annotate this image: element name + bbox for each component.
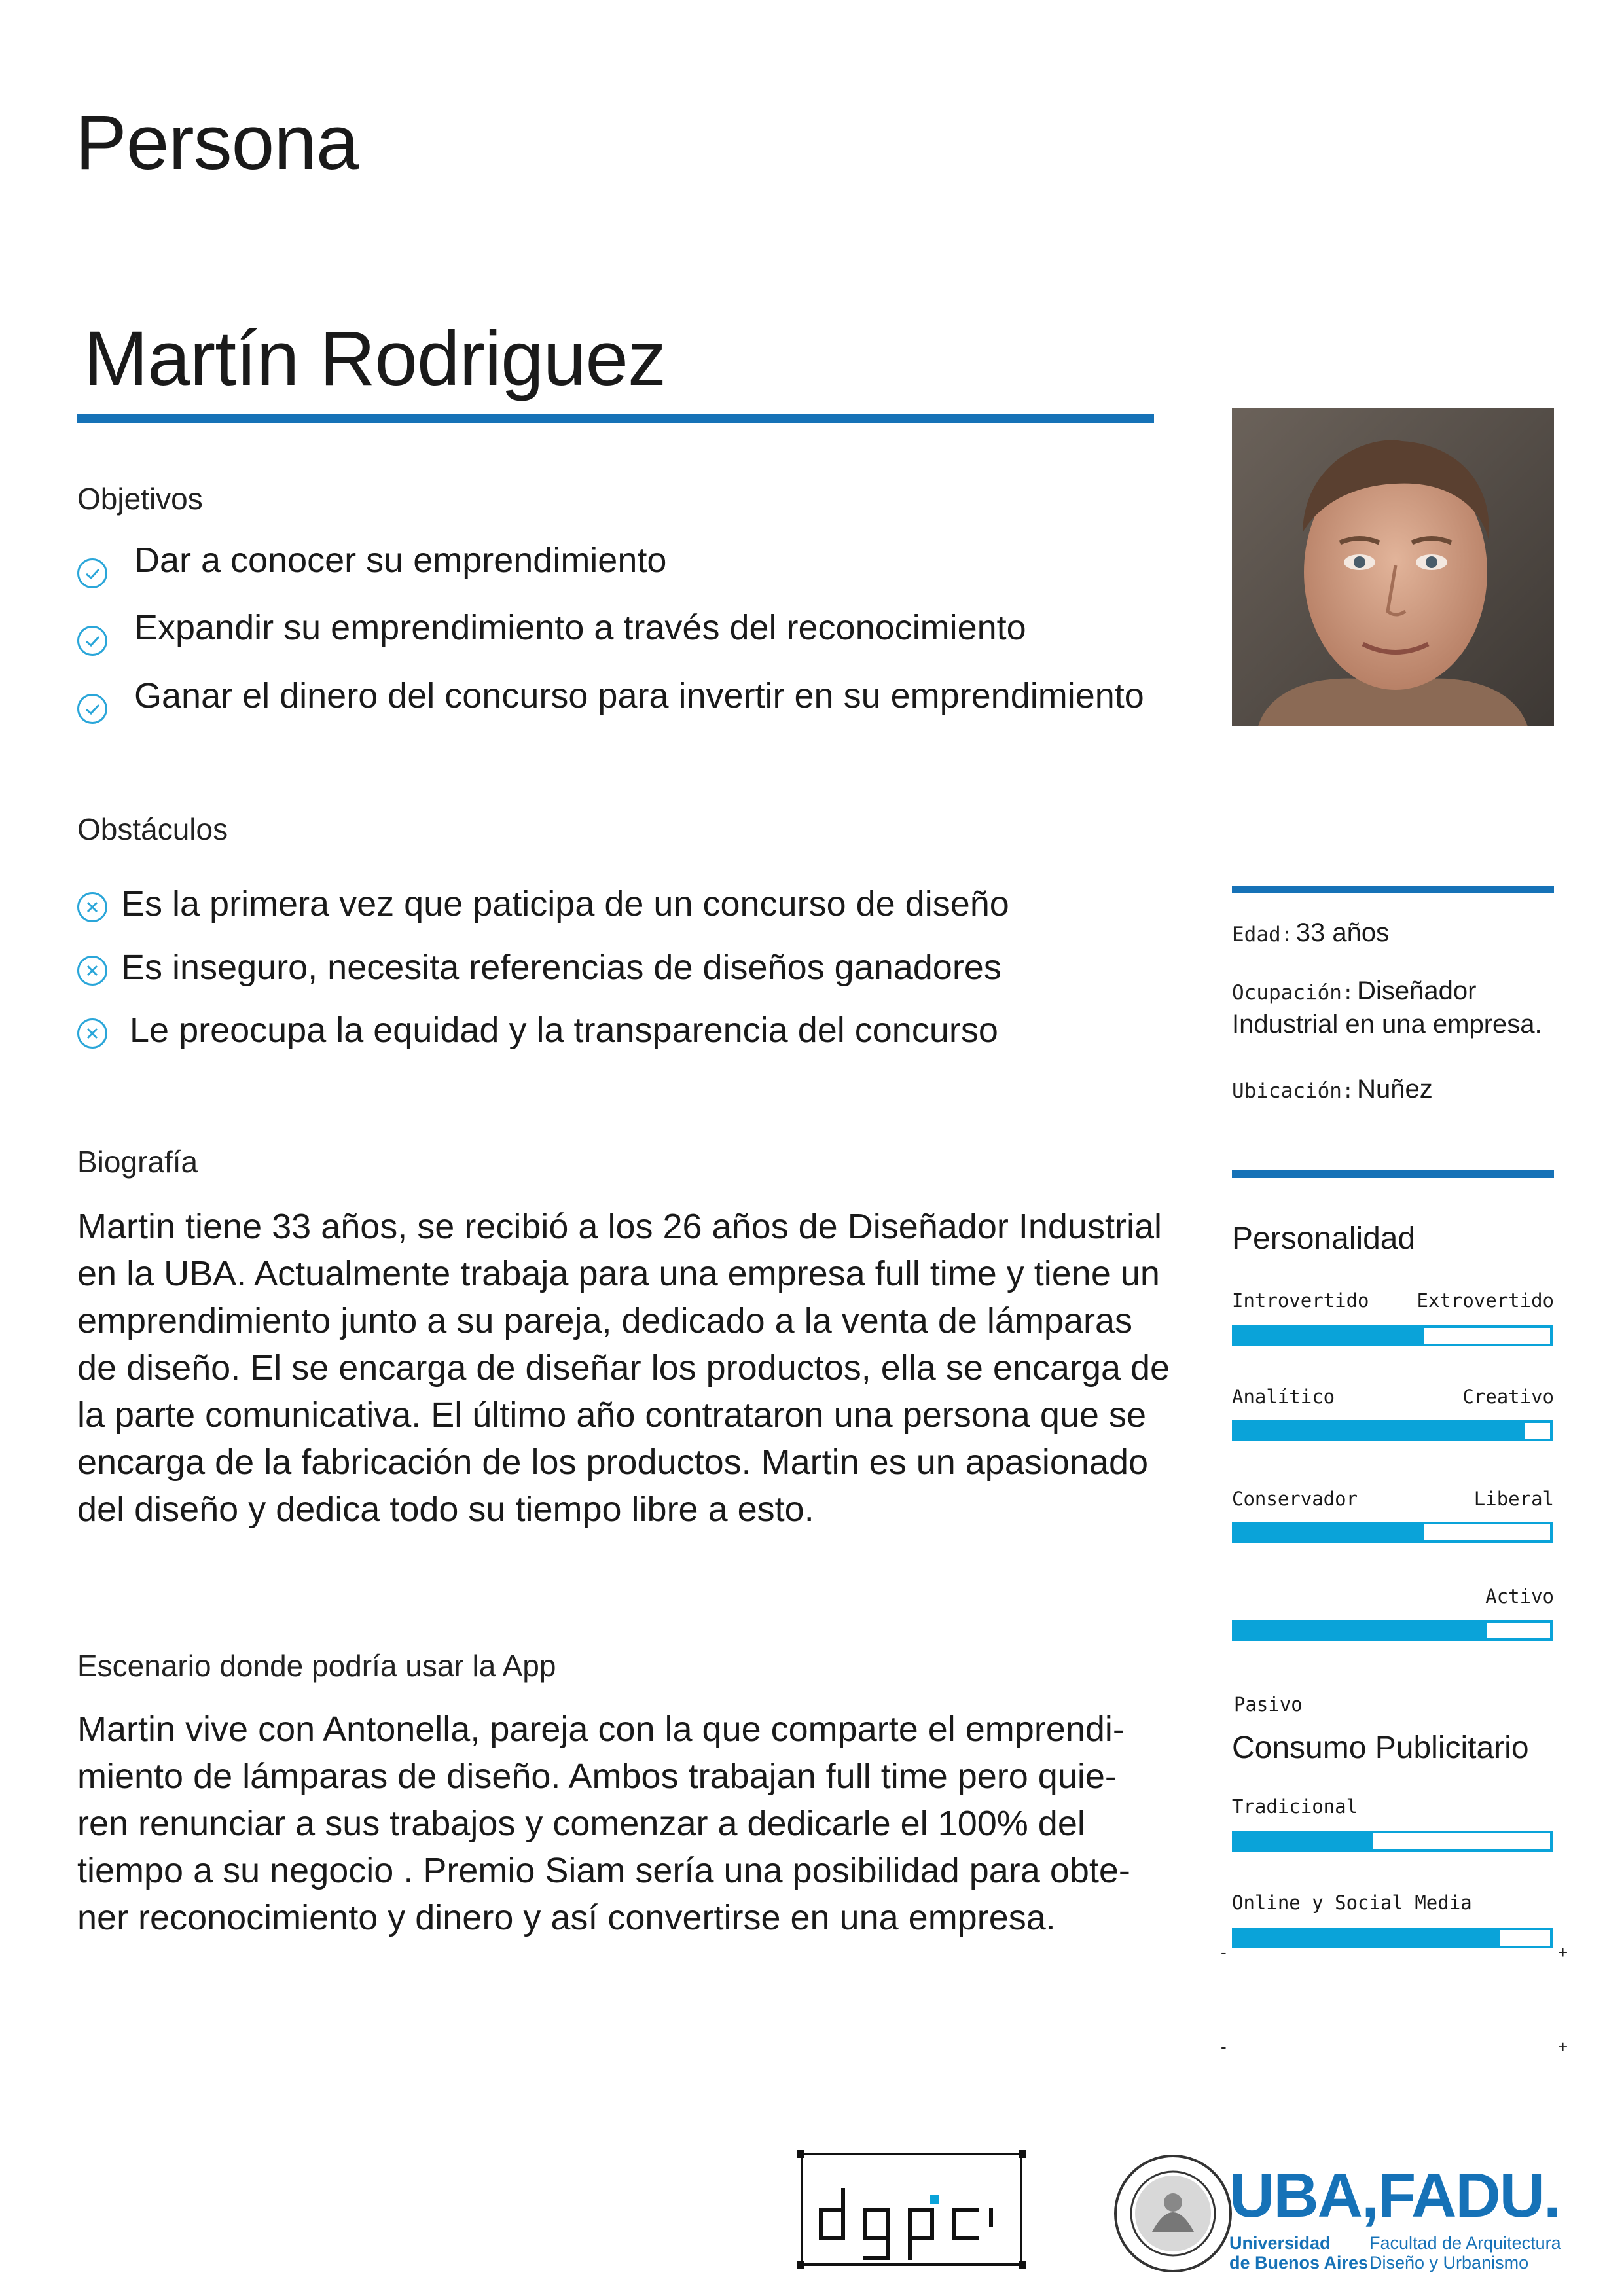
uba-subtitle (1229, 2233, 1368, 2272)
fadu-subtitle-line: Facultad de Arquitectura (1369, 2233, 1561, 2253)
edad-row (1232, 918, 1389, 948)
page-title: Persona (75, 99, 359, 186)
biografia-line: emprendimiento junto a su pareja, dedicado a la venta de lámparas (77, 1301, 1133, 1340)
obstaculo-item: Le preocupa la equidad y la transparencia del concurso (130, 1011, 998, 1050)
biografia-line: de diseño. El se encarga de diseñar los productos, ella se encarga de (77, 1348, 1170, 1388)
bar-fill (1235, 1623, 1487, 1638)
biografia-line: del diseño y dedica todo su tiempo libre a esto. (77, 1490, 814, 1529)
objetivo-item: Ganar el dinero del concurso para invertir en su emprendimiento (134, 676, 1144, 715)
biografia-label: Biografía (77, 1145, 198, 1179)
personality-bar-introvertido-extrovertido (1232, 1325, 1553, 1346)
persona-photo (1232, 408, 1554, 726)
biografia-line: la parte comunicativa. El último año contrataron una persona que se (77, 1395, 1146, 1435)
personalidad-label: Personalidad (1232, 1221, 1416, 1256)
ubicacion-key: Ubicación: (1232, 1079, 1354, 1103)
ocupacion-key: Ocupación: (1232, 981, 1354, 1005)
personality-bar-analitico-creativo (1232, 1420, 1553, 1441)
consumo-bar-online-social (1232, 1928, 1553, 1948)
obstaculo-item: Es inseguro, necesita referencias de diseños ganadores (121, 948, 1001, 987)
ubicacion-row (1232, 1075, 1433, 1104)
scale-right-label: Activo (1485, 1585, 1554, 1607)
escenario-text (77, 1706, 1203, 1941)
info-bottom-rule (1232, 1170, 1554, 1178)
biografia-line: Martin tiene 33 años, se recibió a los 26 años de Diseñador Industrial (77, 1207, 1162, 1246)
consumo-bar-tradicional (1232, 1831, 1553, 1852)
bar-fill (1235, 1833, 1373, 1849)
edad-key: Edad: (1232, 923, 1293, 946)
scale-right-label: Liberal (1473, 1488, 1554, 1510)
biografia-text (77, 1203, 1203, 1533)
biografia-line: en la UBA. Actualmente trabaja para una empresa full time y tiene un (77, 1254, 1160, 1293)
scale-left-label: Conservador (1232, 1488, 1358, 1510)
scale-plus: + (1558, 1943, 1568, 1962)
bar-fill (1235, 1328, 1424, 1344)
scale-plus: + (1558, 2037, 1568, 2056)
scale-minus: - (1221, 1943, 1227, 1962)
scale-minus: - (1221, 2037, 1227, 2056)
escenario-label: Escenario donde podría usar la App (77, 1649, 556, 1683)
scale-left-label: Introvertido (1232, 1289, 1369, 1312)
bar-fill (1235, 1930, 1500, 1946)
x-circle-icon (77, 956, 107, 986)
objetivos-label: Objetivos (77, 482, 203, 516)
fadu-subtitle (1369, 2233, 1561, 2272)
obstaculo-item: Es la primera vez que paticipa de un concurso de diseño (121, 884, 1009, 924)
dgpc-logo (795, 2149, 1028, 2270)
persona-name: Martín Rodriguez (84, 315, 666, 402)
scale-left-label: Tradicional (1232, 1795, 1358, 1818)
x-circle-icon (77, 1018, 107, 1049)
personality-bar-conservador-liberal (1232, 1522, 1553, 1543)
uba-subtitle-line: Universidad (1229, 2233, 1331, 2253)
uba-fadu-wordmark: UBA,FADU. (1229, 2161, 1560, 2231)
objetivo-item: Expandir su emprendimiento a través del reconocimiento (134, 608, 1026, 647)
uba-subtitle-line: de Buenos Aires (1229, 2253, 1369, 2272)
check-circle-icon (77, 558, 107, 588)
scale-right-label: Extrovertido (1416, 1289, 1554, 1312)
scale-right-label: Creativo (1462, 1386, 1554, 1408)
escenario-line: ner reconocimiento y dinero y así convertirse en una empresa. (77, 1898, 1056, 1937)
escenario-line: miento de lámparas de diseño. Ambos trabajan full time pero quie- (77, 1757, 1117, 1796)
consumo-label: Consumo Publicitario (1232, 1731, 1529, 1765)
ocupacion-value: Diseñador (1357, 977, 1477, 1005)
bar-fill (1235, 1423, 1525, 1439)
biografia-line: encarga de la fabricación de los productos. Martin es un apasionado (77, 1443, 1149, 1482)
name-underline (77, 414, 1154, 423)
personality-bar-pasivo-activo (1232, 1620, 1553, 1641)
x-circle-icon (77, 892, 107, 922)
edad-value: 33 años (1295, 918, 1390, 947)
check-circle-icon (77, 694, 107, 724)
info-top-rule (1232, 886, 1554, 893)
objetivo-item: Dar a conocer su emprendimiento (134, 541, 667, 580)
scale-left-label: Online y Social Media (1232, 1892, 1472, 1914)
escenario-line: Martin vive con Antonella, pareja con la que comparte el emprendi- (77, 1710, 1125, 1749)
ocupacion-value-line2: Industrial en una empresa. (1232, 1010, 1542, 1039)
ubicacion-value: Nuñez (1357, 1075, 1433, 1103)
obstaculos-label: Obstáculos (77, 812, 228, 846)
bar-fill (1235, 1524, 1424, 1540)
check-circle-icon (77, 626, 107, 656)
ocupacion-row (1232, 977, 1476, 1006)
fadu-subtitle-line: Diseño y Urbanismo (1369, 2253, 1529, 2272)
scale-left-label: Pasivo (1234, 1693, 1303, 1715)
scale-left-label: Analítico (1232, 1386, 1335, 1408)
uba-seal-logo (1113, 2153, 1234, 2274)
escenario-line: ren renunciar a sus trabajos y comenzar a dedicarle el 100% del (77, 1804, 1085, 1843)
escenario-line: tiempo a su negocio . Premio Siam sería una posibilidad para obte- (77, 1851, 1130, 1890)
